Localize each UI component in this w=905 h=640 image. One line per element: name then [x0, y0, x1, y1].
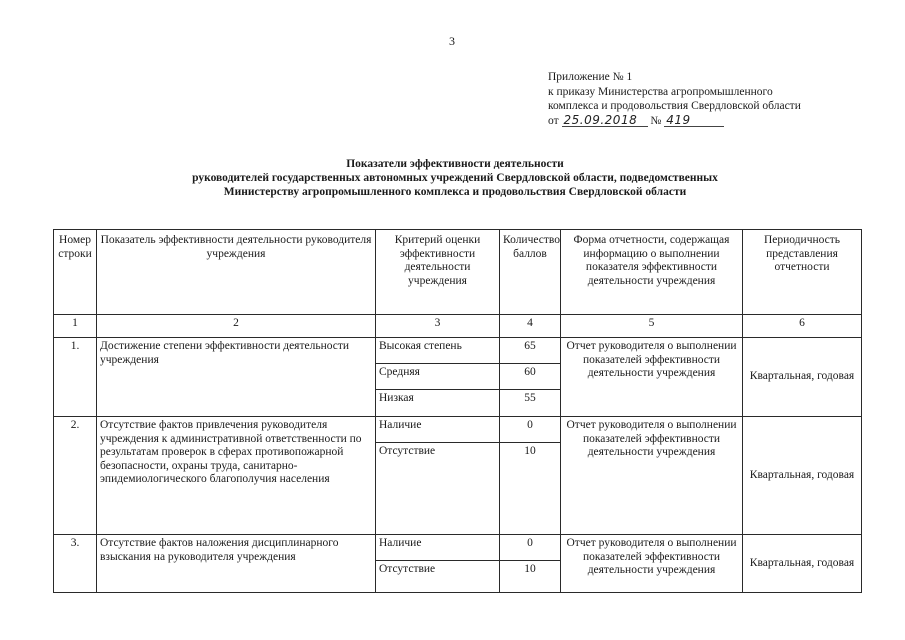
points-cell: 10: [500, 561, 561, 593]
criterion-cell: Отсутствие: [376, 443, 500, 535]
indicator-cell: Отсутствие фактов привлечения руководителя учреждения к административной ответственности по результатам проверок в сферах противопожарной безопасности, охраны труда, санитарно-эпидемиологического благополучия населения: [97, 417, 376, 535]
points-cell: 65: [500, 338, 561, 364]
criterion-cell: Средняя: [376, 364, 500, 390]
appendix-date-line: [548, 114, 848, 129]
header-periodicity: Периодичность представления отчетности: [743, 230, 862, 315]
criterion-cell: Высокая степень: [376, 338, 500, 364]
title-line-1: Показатели эффективности деятельности: [346, 158, 564, 170]
points-cell: 10: [500, 443, 561, 535]
header-points: Количество баллов: [500, 230, 561, 315]
appendix-line-3: комплекса и продовольствия Свердловской области: [548, 100, 801, 112]
indicators-table: [53, 229, 862, 593]
points-cell: 60: [500, 364, 561, 390]
row-number: 1.: [54, 338, 97, 417]
number-prefix: №: [650, 114, 662, 127]
header-criteria: Критерий оценки эффективности деятельности учреждения: [376, 230, 500, 315]
appendix-block: [548, 70, 848, 128]
header-report-form: Форма отчетности, содержащая информацию о выполнении показателя эффективности деятельности учреждения: [561, 230, 743, 315]
document-title: [100, 157, 810, 199]
column-number: 2: [97, 315, 376, 338]
criterion-cell: Наличие: [376, 535, 500, 561]
column-number: 4: [500, 315, 561, 338]
points-cell: 0: [500, 417, 561, 443]
title-line-3: Министерству агропромышленного комплекса и продовольствия Свердловской области: [223, 186, 687, 198]
appendix-line-2: к приказу Министерства агропромышленного: [548, 85, 773, 98]
date-prefix: от: [548, 114, 559, 127]
table-row: [54, 417, 862, 443]
report-form-cell: Отчет руководителя о выполнении показателей эффективности деятельности учреждения: [561, 417, 743, 535]
order-number: 419: [664, 114, 724, 127]
table-row: [54, 338, 862, 364]
column-number: 6: [743, 315, 862, 338]
column-number: 3: [376, 315, 500, 338]
indicator-cell: Достижение степени эффективности деятельности учреждения: [97, 338, 376, 417]
report-form-cell: Отчет руководителя о выполнении показателей эффективности деятельности учреждения: [561, 535, 743, 593]
criterion-cell: Отсутствие: [376, 561, 500, 593]
indicator-cell: Отсутствие фактов наложения дисциплинарного взыскания на руководителя учреждения: [97, 535, 376, 593]
criterion-cell: Наличие: [376, 417, 500, 443]
table-header-row: [54, 230, 862, 315]
periodicity-cell: Квартальная, годовая: [743, 338, 862, 417]
row-number: 3.: [54, 535, 97, 593]
report-form-cell: Отчет руководителя о выполнении показателей эффективности деятельности учреждения: [561, 338, 743, 417]
points-cell: 55: [500, 390, 561, 417]
table-row: [54, 535, 862, 561]
periodicity-cell: Квартальная, годовая: [743, 535, 862, 593]
appendix-line-1: Приложение № 1: [548, 71, 633, 83]
page-number: 3: [449, 34, 455, 48]
periodicity-cell: Квартальная, годовая: [743, 417, 862, 535]
order-date: 25.09.2018: [562, 114, 648, 127]
criterion-cell: Низкая: [376, 390, 500, 417]
column-number-row: [54, 315, 862, 338]
row-number: 2.: [54, 417, 97, 535]
column-number: 5: [561, 315, 743, 338]
column-number: 1: [54, 315, 97, 338]
title-line-2: руководителей государственных автономных учреждений Свердловской области, подведомственных: [192, 172, 718, 184]
header-indicator: Показатель эффективности деятельности руководителя учреждения: [97, 230, 376, 315]
header-row-number: Номер строки: [54, 230, 97, 315]
points-cell: 0: [500, 535, 561, 561]
